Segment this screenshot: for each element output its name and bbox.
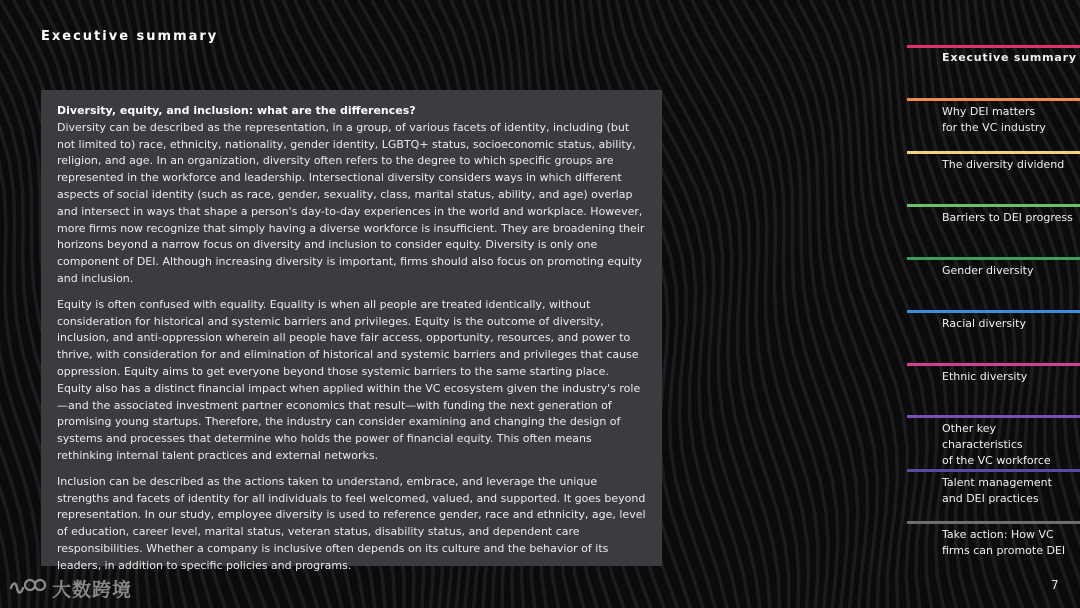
data-chart-logo-icon xyxy=(9,576,47,598)
nav-line xyxy=(907,151,1080,154)
nav-line xyxy=(907,204,1080,207)
paragraph-text: Diversity can be described as the representation, in a group, of various facets of identity, including (but not limited to) race, ethnicity, nationality, gender identity, LGBTQ+ status, socioeconomic status, ability, religion, and age. In an organization, diversity often refers to the degree to which specific groups are represented in the workforce and leadership. Intersectional diversity considers ways in which different aspects of social identity (such as race, gender, sexuality, class, marital status, ability, and age) overlap and intersect in ways that shape a person's day-to-day experiences in the world and workplace. However, more firms now recognize that simply having a diverse workforce is insufficient. They are broadening their horizons beyond a narrow focus on diversity and inclusion to consider equity. Diversity is only one component of DEI. Although increasing diversity is important, firms should also focus on promoting equity and inclusion. xyxy=(57,120,645,285)
nav-label: Take action: How VC firms can promote DEI xyxy=(942,528,1066,557)
paragraph-equity: Equity is often confused with equality. Equality is when all people are treated identically, without consideration for historical and systemic barriers and privileges. Equity is the outcome of diversity, inclusion, and anti-oppression wherein all people have fair access, opportunity, resources, and power to thrive, with consideration for and elimination of historical and systemic barriers and privileges that cause oppression. Equity aims to get everyone beyond those systemic barriers to the same starting place. Equity also has a distinct financial impact when applied within the VC ecosystem given the industry's role—and the associated investment partner economics that result—with funding the next generation of promising young startups. Therefore, the industry can consider examining and changing the design of systems and processes that determine who holds the power of financial equity. This often means rethinking internal talent practices and external networks. xyxy=(57,297,641,462)
watermark-text: 大数跨境 xyxy=(52,579,133,601)
nav-line xyxy=(907,257,1080,260)
nav-line xyxy=(907,98,1080,101)
page-title: Executive summary xyxy=(41,29,219,44)
nav-line xyxy=(907,415,1080,418)
nav-line xyxy=(907,310,1080,313)
section-heading: Diversity, equity, and inclusion: what are the differences? xyxy=(57,104,416,117)
paragraph-diversity xyxy=(57,103,647,288)
nav-label: Executive summary xyxy=(942,51,1077,64)
nav-label: Barriers to DEI progress xyxy=(942,211,1073,224)
nav-label: Why DEI matters for the VC industry xyxy=(942,105,1046,134)
section-navigation xyxy=(907,0,1080,608)
nav-label: Ethnic diversity xyxy=(942,370,1028,383)
nav-label: Other key characteristics of the VC workforce xyxy=(942,422,1051,467)
page-number: 7 xyxy=(1051,578,1059,592)
nav-line xyxy=(907,521,1080,524)
nav-label: Racial diversity xyxy=(942,317,1026,330)
nav-line xyxy=(907,363,1080,366)
nav-label: Talent management and DEI practices xyxy=(942,476,1052,505)
content-panel xyxy=(41,90,662,572)
nav-label: Gender diversity xyxy=(942,264,1034,277)
nav-line xyxy=(907,469,1080,472)
nav-label: The diversity dividend xyxy=(942,158,1065,171)
paragraph-inclusion: Inclusion can be described as the actions taken to understand, embrace, and leverage the unique strengths and facets of identity for all individuals to feel welcomed, valued, and supported. It goes beyond representation. In our study, employee diversity is used to reference gender, race and ethnicity, age, level of education, career level, marital status, veteran status, disability status, and dependent care responsibilities. Whether a company is inclusive often depends on its culture and the behavior of its leaders, in addition to specific policies and programs. xyxy=(57,474,646,572)
nav-line xyxy=(907,45,1080,48)
